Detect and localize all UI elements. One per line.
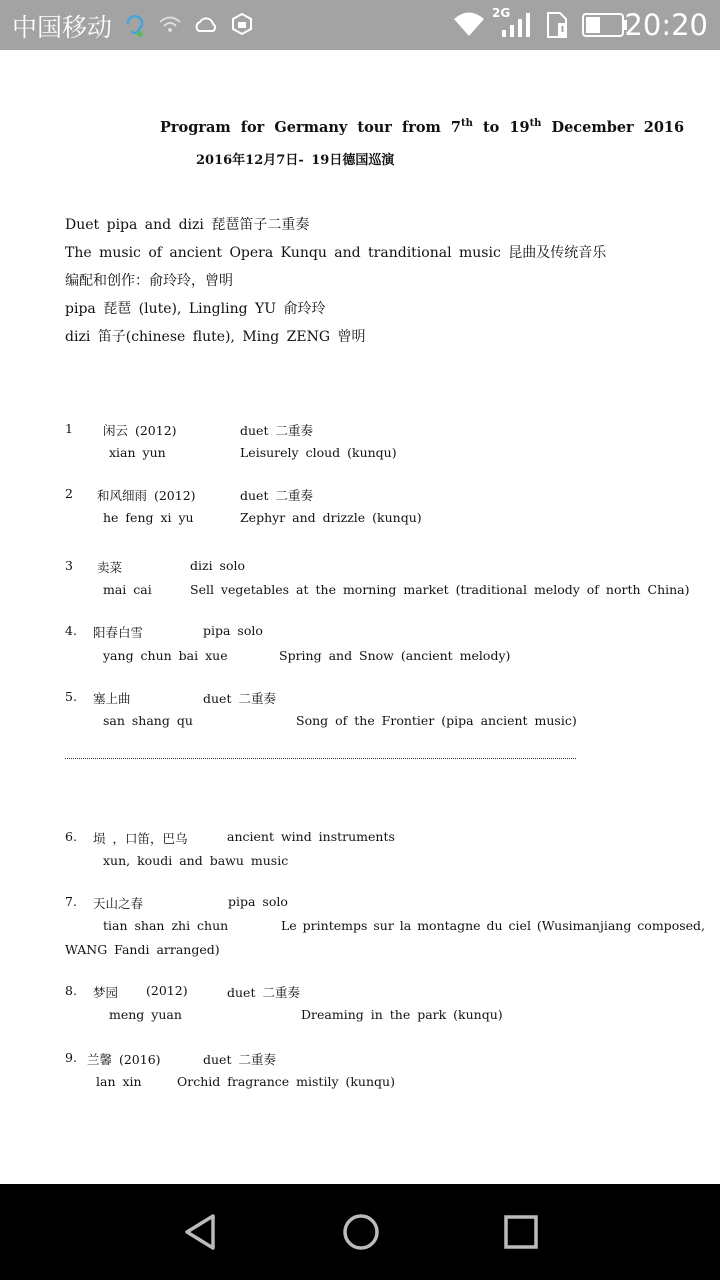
info-line: 编配和创作：俞玲玲，曾明	[65, 273, 233, 289]
item-type: duet 二重奏	[203, 691, 276, 706]
item-title: 塞上曲	[93, 691, 131, 706]
item-description: Dreaming in the park (kunqu)	[301, 1007, 503, 1022]
recents-icon[interactable]	[501, 1212, 541, 1252]
document-title: Program for Germany tour from 7th to 19th December 2016	[160, 118, 685, 136]
navigation-bar	[0, 1184, 720, 1280]
document-page[interactable]	[0, 50, 720, 1184]
hearing-aid-icon	[122, 12, 146, 38]
item-type: pipa solo	[203, 623, 263, 638]
item-type: duet 二重奏	[203, 1052, 276, 1067]
item-type: dizi solo	[190, 558, 246, 573]
home-icon[interactable]	[341, 1212, 381, 1252]
item-number: 1	[65, 421, 73, 436]
item-pinyin: he feng xi yu	[103, 510, 194, 525]
item-pinyin: meng yuan	[109, 1007, 182, 1022]
lock-app-icon	[230, 12, 254, 36]
status-bar	[0, 0, 720, 50]
item-description: Orchid fragrance mistily (kunqu)	[177, 1074, 395, 1089]
item-number: 3	[65, 558, 73, 573]
item-type: duet 二重奏	[227, 985, 300, 1000]
item-title: 和风细雨 (2012)	[97, 488, 196, 503]
item-number: 2	[65, 486, 73, 501]
item-description: Song of the Frontier (pipa ancient music)	[296, 713, 577, 728]
item-number: 9.	[65, 1050, 77, 1065]
item-title: 梦园	[93, 985, 119, 1000]
item-number: 6.	[65, 829, 77, 844]
item-title: 兰馨 (2016)	[87, 1052, 161, 1067]
info-line: Duet pipa and dizi 琵琶笛子二重奏	[65, 217, 310, 233]
item-description: Sell vegetables at the morning market (traditional melody of north China)	[190, 582, 690, 597]
item-description: Le printemps sur la montagne du ciel (Wusimanjiang composed,	[281, 918, 706, 933]
sim-icon	[545, 11, 571, 39]
item-description: Zephyr and drizzle (kunqu)	[240, 510, 422, 525]
battery-icon	[582, 13, 628, 37]
item-title: 卖菜	[97, 560, 123, 575]
carrier-name: 中国移动	[12, 13, 113, 42]
signal-icon	[500, 12, 532, 38]
network-type-label: 2G	[492, 6, 511, 20]
info-line: pipa 琵琶 (lute), Lingling YU 俞玲玲	[65, 301, 326, 317]
cloud-icon	[193, 15, 219, 33]
item-type: pipa solo	[228, 894, 288, 909]
item-description: Spring and Snow (ancient melody)	[279, 648, 511, 663]
back-icon[interactable]	[181, 1212, 221, 1252]
item-title: 埙 ，口笛，巴乌	[93, 831, 188, 846]
item-title: 天山之春	[93, 896, 144, 911]
status-time: 20:20	[624, 8, 708, 42]
wifi-icon	[452, 10, 486, 38]
item-pinyin: yang chun bai xue	[103, 648, 228, 663]
info-line: dizi 笛子(chinese flute), Ming ZENG 曾明	[65, 329, 366, 345]
item-pinyin: san shang qu	[103, 713, 193, 728]
item-pinyin: lan xin	[96, 1074, 142, 1089]
wifi-weak-icon	[158, 14, 182, 34]
item-pinyin: xian yun	[109, 445, 166, 460]
item-title: 阳春白雪	[93, 625, 144, 640]
item-title: 闲云 (2012)	[103, 423, 177, 438]
item-number: 8.	[65, 983, 77, 998]
item-pinyin: tian shan zhi chun	[103, 918, 229, 933]
item-number: 7.	[65, 894, 77, 909]
item-number: 4.	[65, 623, 77, 638]
item-type: ancient wind instruments	[227, 829, 395, 844]
item-pinyin: mai cai	[103, 582, 152, 597]
item-description-cont: WANG Fandi arranged)	[65, 942, 220, 957]
item-type: duet 二重奏	[240, 488, 313, 503]
item-year: (2012)	[146, 983, 188, 998]
dotted-separator	[65, 758, 576, 759]
info-line: The music of ancient Opera Kunqu and tranditional music 昆曲及传统音乐	[65, 245, 607, 261]
item-pinyin: xun, koudi and bawu music	[103, 853, 289, 868]
item-number: 5.	[65, 689, 77, 704]
item-description: Leisurely cloud (kunqu)	[240, 445, 397, 460]
document-subtitle: 2016年12月7日- 19日德国巡演	[196, 153, 395, 168]
item-type: duet 二重奏	[240, 423, 313, 438]
